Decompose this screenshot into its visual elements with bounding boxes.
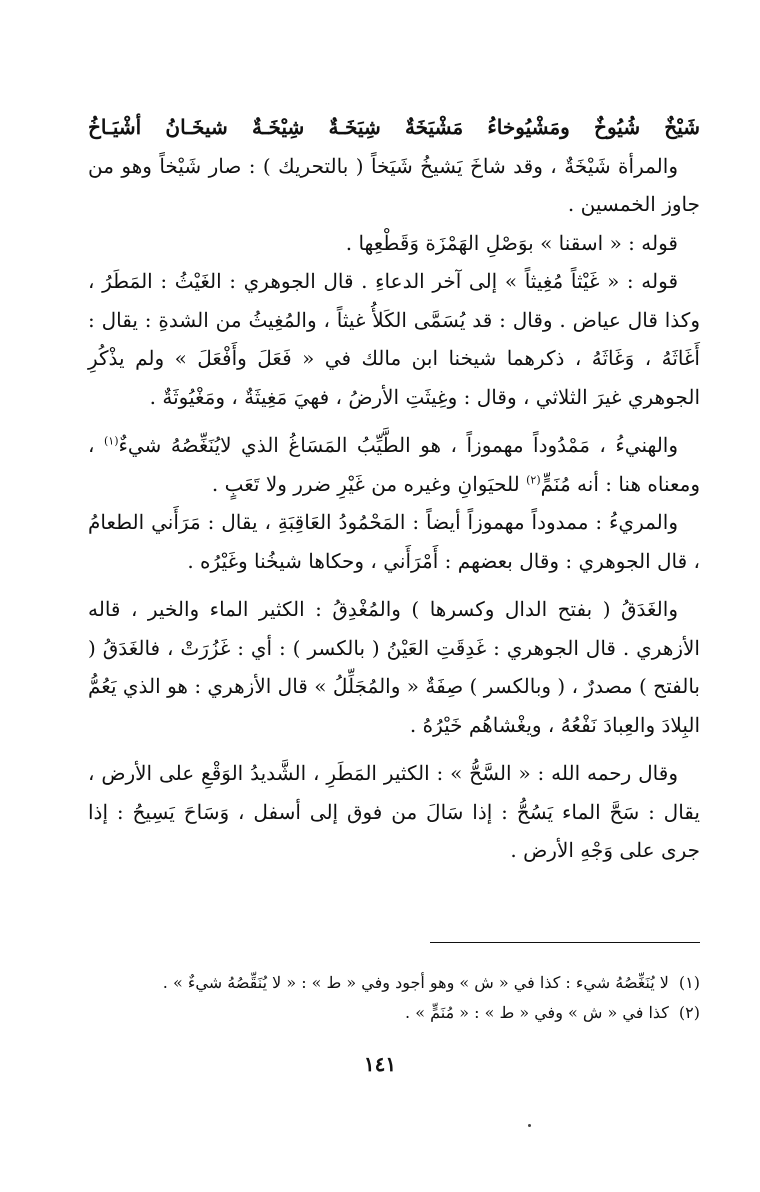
footnote-separator (430, 942, 700, 943)
header-word-line: شَيْخٌ شُيُوخٌ ومَشْيُوخاءُ مَشْيَخَةٌ شِيَخَـةٌ شِيْخَـةٌ شيخَـانُ أشْيَـاخُ (88, 115, 700, 139)
hani-text-start: والهنيءُ ، مَمْدُوداً مهموزاً ، هو الطَّيِّبُ المَسَاغُ الذي لايُنَغِّصُهُ شيءٌ (118, 433, 679, 457)
paragraph-ghaythan: قوله : « غَيْثاً مُغِيثاً » إلى آخر الدعاءِ . قال الجوهري : الغَيْثُ : المَطَرُ ، وكذا قال عياض . وقال : قد يُسَمَّى الكَلأُ غيثاً ، والمُغِيثُ من الشدةِ : يقال : أَغَاثَهُ ، وَغَاثَهُ ، ذكرهما شيخنا ابن مالك في « فَعَلَ وأَفْعَلَ » ولم يذْكُرِ الجوهري غيرَ الثلاثي ، وقال : وغِيثَتِ الأرضُ ، فهيَ مَغِيثَةٌ ، ومَغْيُوثَةٌ . (88, 269, 700, 409)
footnote-2-number: (٢) (678, 1003, 700, 1022)
paragraph-mari: والمريءُ : ممدوداً مهموزاً أيضاً : المَحْمُودُ العَاقِبَةِ ، يقال : مَرَأَني الطعامُ ، قال الجوهري : وقال بعضهم : أَمْرَأَني ، وحكاها شيخُنا وغَيْرُه . (88, 510, 700, 573)
footnote-1-text: لا يُنَغِّصُهُ شيء : كذا في « ش » وهو أجود وفي « ط » : « لا يُنَقِّصُهُ شيءٌ » . (162, 973, 669, 992)
paper-speck (528, 1124, 531, 1127)
footnote-1-number: (١) (678, 973, 700, 992)
footnote-1 (88, 968, 700, 998)
hani-text-middle: ، ومعناه هنا : أنه مُنَمٍّ (88, 433, 700, 496)
hani-text-end: للحيَوانِ وغيره من غَيْرِ ضرر ولا تَعَبٍ . (211, 471, 527, 496)
footnote-ref-2[interactable]: (٢) (526, 472, 541, 486)
paragraph-isqina: قوله : « اسقنا » بوَصْلِ الهَمْزَة وَقَطْعِها . (345, 230, 678, 255)
page-number: ١٤١ (363, 1052, 397, 1076)
footnote-2 (88, 998, 700, 1028)
paragraph-shaykha: والمرأة شَيْخَةٌ ، وقد شاخَ يَشيخُ شَيَخاً ( بالتحريك ) : صار شَيْخاً وهو من جاوز الخمسين . (88, 153, 700, 216)
paragraph-ghadaq: والغَدَقُ ( بفتح الدال وكسرها ) والمُغْدِقُ : الكثير الماء والخير ، قاله الأزهري . قال الجوهري : غَدِقَتِ العَيْنُ ( بالكسر ) : أي : غَزُرَتْ ، فالغَدَقُ ( بالفتح ) مصدرٌ ، ( وبالكسر ) صِفَةٌ « والمُجَلِّلُ » قال الأزهري : هو الذي يَعُمُّ البِلادَ والعِبادَ نَفْعُهُ ، ويغْشاهُم خَيْرُهُ . (88, 597, 700, 737)
footnote-ref-1[interactable]: (١) (103, 434, 119, 448)
paragraph-sahh: وقال رحمه الله : « السَّحُّ » : الكثير المَطَرِ ، الشَّديدُ الوَقْعِ على الأرض ، يقال : سَحَّ الماء يَسُحُّ : إذا سَالَ من فوق إلى أسفل ، وَسَاحَ يَسِيحُ : إذا جرى على وَجْهِ الأرض . (88, 761, 700, 862)
paragraph-hani (88, 426, 700, 503)
main-text (88, 108, 700, 870)
footnote-2-text: كذا في « ش » وفي « ط » : « مُنَمٍّ » . (405, 1003, 669, 1022)
footnotes (88, 968, 700, 1028)
